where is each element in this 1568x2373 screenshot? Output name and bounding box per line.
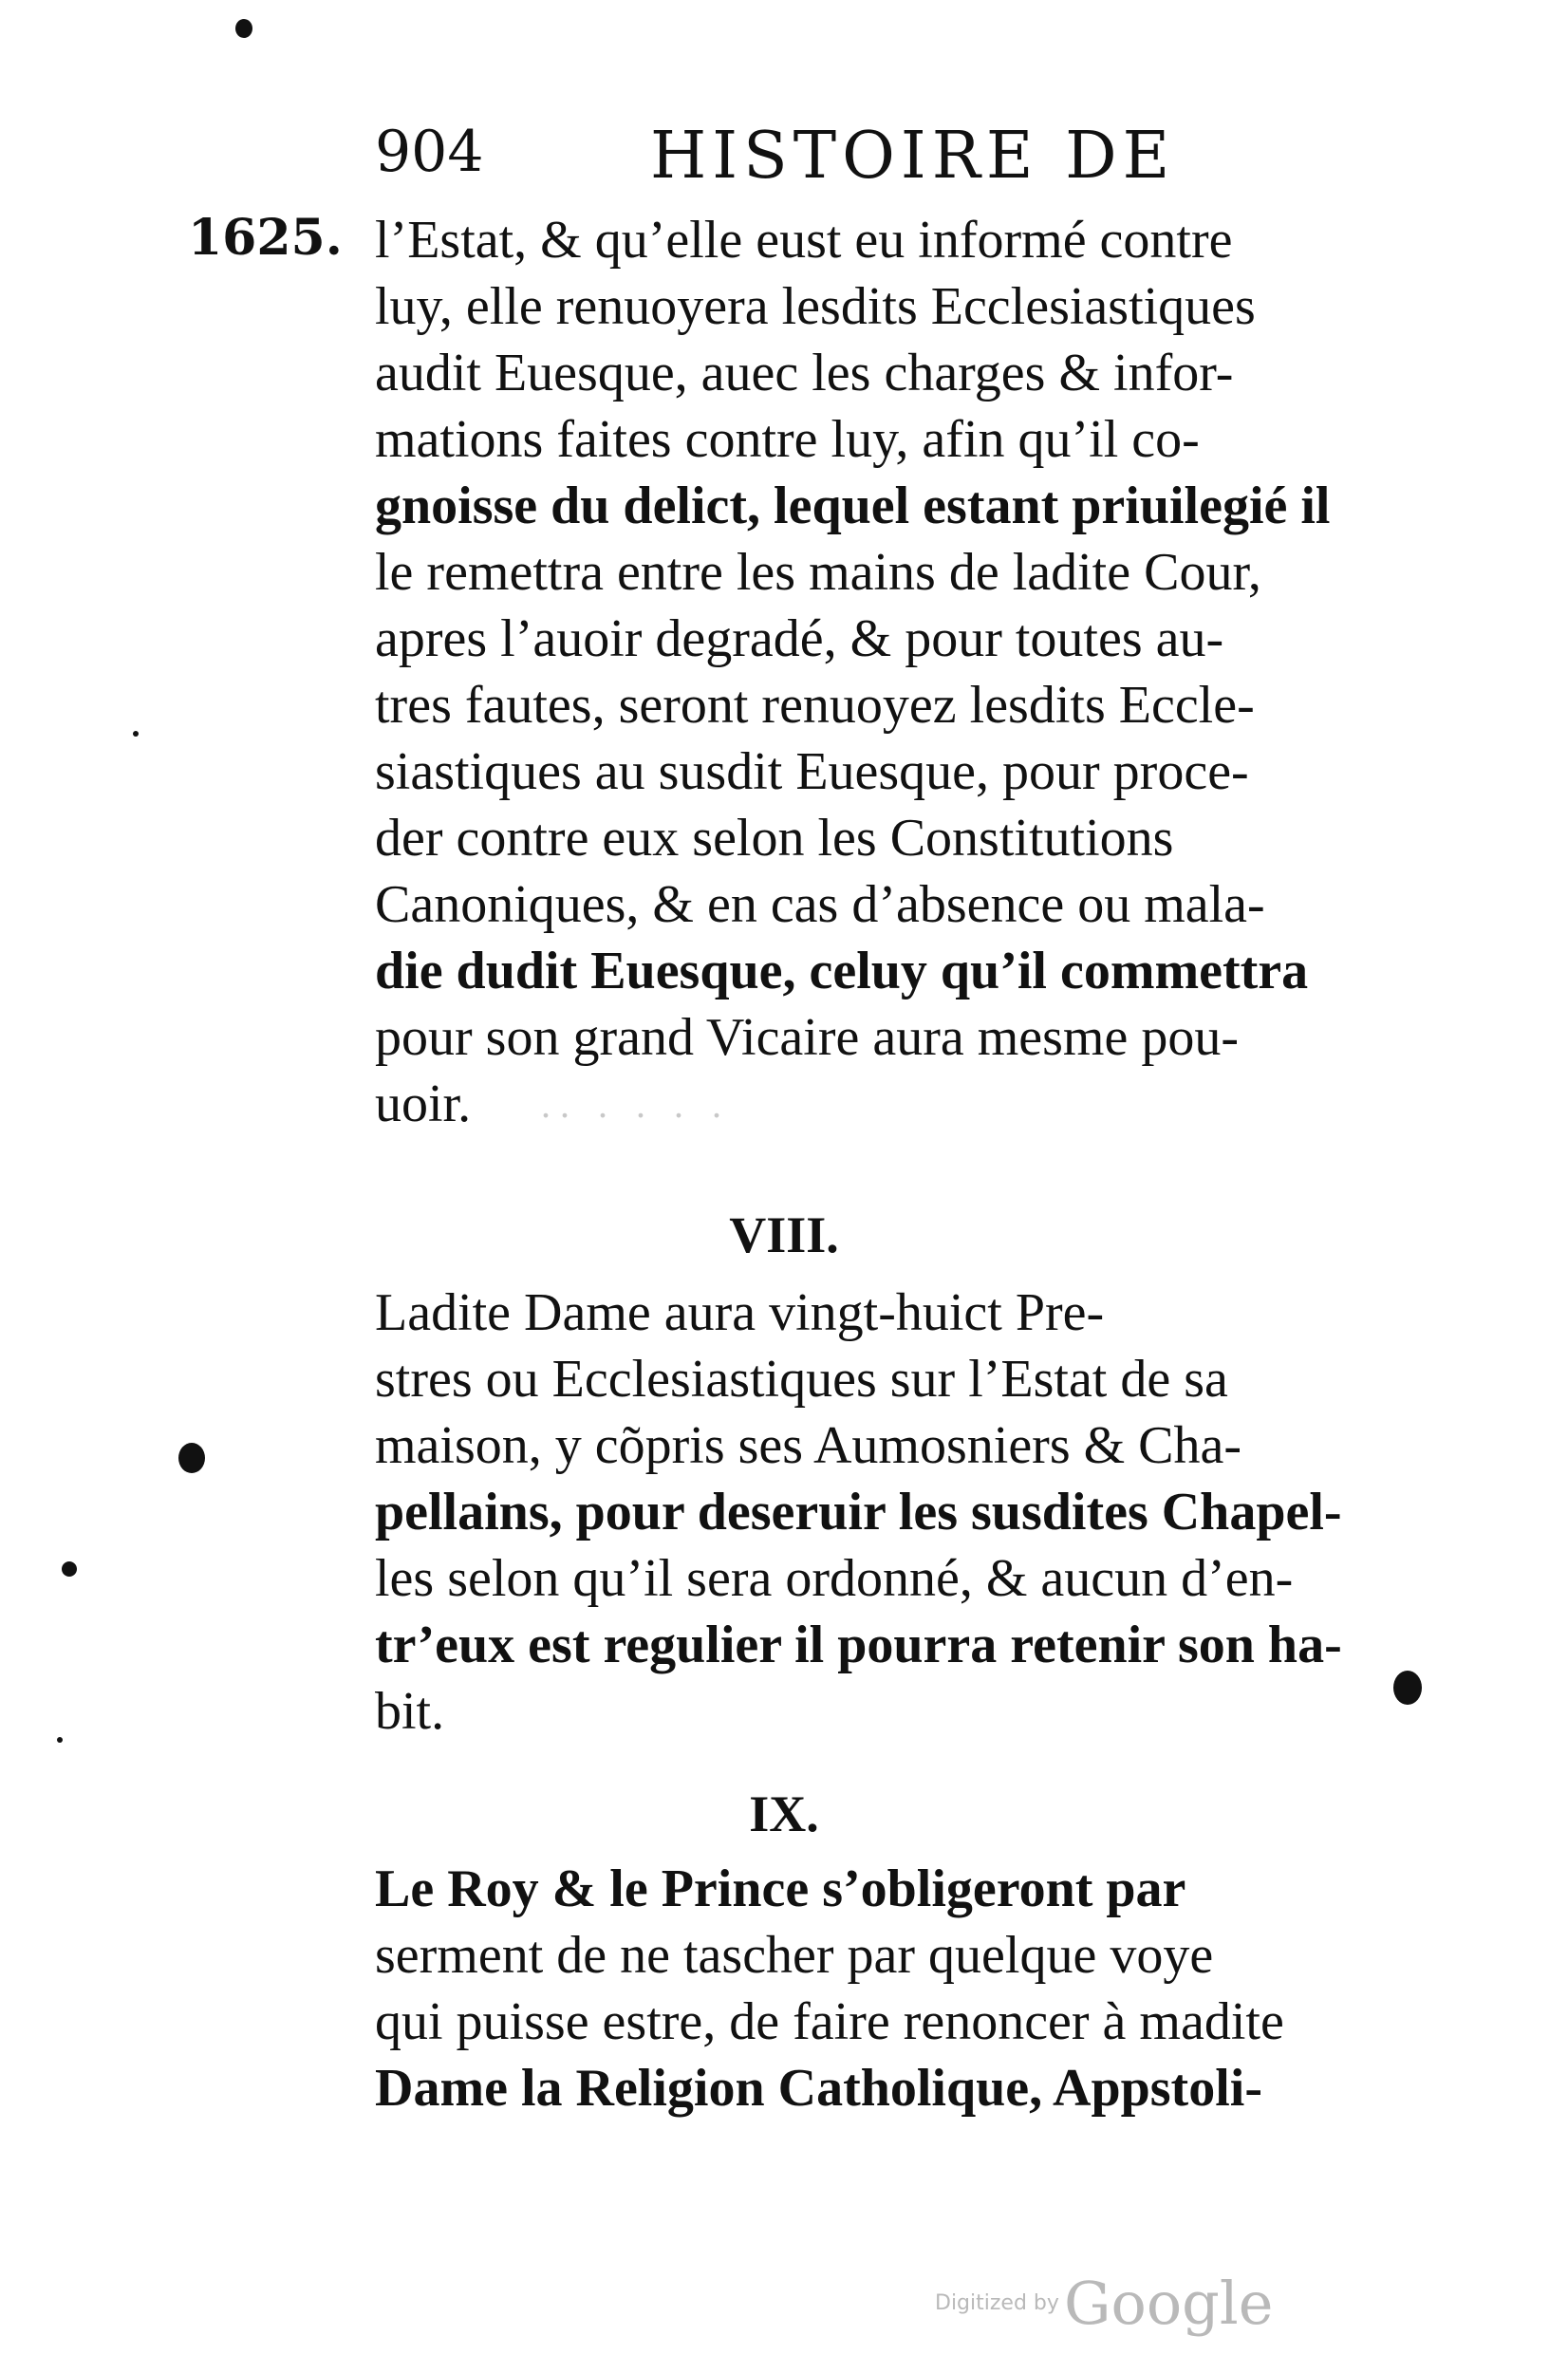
text-line: maison, y cõpris ses Aumosniers & Cha- — [375, 1416, 1242, 1475]
text-line: Canoniques, & en cas d’absence ou mala- — [375, 875, 1265, 934]
text-line: le remettra entre les mains de ladite Cour, — [375, 543, 1261, 602]
text-line: luy, elle renuoyera lesdits Ecclesiastiques — [375, 277, 1256, 336]
text-line: der contre eux selon les Constitutions — [375, 809, 1174, 868]
section-number-ix: IX. — [749, 1785, 819, 1842]
ink-blot — [1393, 1671, 1422, 1705]
text-line: serment de ne tascher par quelque voye — [375, 1926, 1214, 1985]
text-line: l’Estat, & qu’elle eust eu informé contre — [375, 211, 1233, 270]
text-line: les selon qu’il sera ordonné, & aucun d’en- — [375, 1549, 1294, 1608]
text-line: tr’eux est regulier il pourra retenir son ha- — [375, 1616, 1342, 1674]
page-header — [375, 119, 1466, 204]
margin-year: 1625. — [188, 209, 343, 267]
text-line: uoir. — [375, 1074, 472, 1133]
ink-blot — [178, 1443, 205, 1473]
text-line: gnoisse du delict, lequel estant priuilegié il — [375, 476, 1331, 535]
show-through-text: . . . . . . — [532, 1083, 721, 1126]
digitized-by-label: Digitized by — [935, 2291, 1059, 2315]
text-line: tres fautes, seront renuoyez lesdits Eccle- — [375, 676, 1255, 735]
ink-blot — [235, 19, 252, 38]
text-line: qui puisse estre, de faire renoncer à madite — [375, 1992, 1284, 2051]
text-line: pour son grand Vicaire aura mesme pou- — [375, 1008, 1239, 1067]
digitized-by-google-watermark — [935, 2269, 1273, 2338]
text-line: bit. — [375, 1682, 445, 1741]
ink-speck — [57, 1737, 63, 1743]
text-line: apres l’auoir degradé, & pour toutes au- — [375, 609, 1224, 668]
section-number-viii: VIII. — [729, 1206, 839, 1263]
ink-speck — [133, 731, 139, 737]
page-number: 904 — [375, 119, 484, 185]
text-line: siastiques au susdit Euesque, pour proce- — [375, 742, 1249, 801]
text-line: Dame la Religion Catholique, Appstoli- — [375, 2059, 1262, 2118]
text-line: Ladite Dame aura vingt-huict Pre- — [375, 1283, 1105, 1342]
text-line: audit Euesque, auec les charges & infor- — [375, 344, 1234, 402]
running-title: HISTOIRE DE — [650, 119, 1176, 194]
text-line: stres ou Ecclesiastiques sur l’Estat de sa — [375, 1350, 1228, 1409]
text-line: pellains, pour deseruir les susdites Chapel- — [375, 1483, 1342, 1542]
text-line: Le Roy & le Prince s’obligeront par — [375, 1859, 1186, 1918]
ink-blot — [62, 1561, 77, 1577]
text-line: mations faites contre luy, afin qu’il co- — [375, 410, 1200, 469]
text-line: die dudit Euesque, celuy qu’il commettra — [375, 942, 1309, 1000]
google-wordmark: Google — [1064, 2269, 1274, 2338]
